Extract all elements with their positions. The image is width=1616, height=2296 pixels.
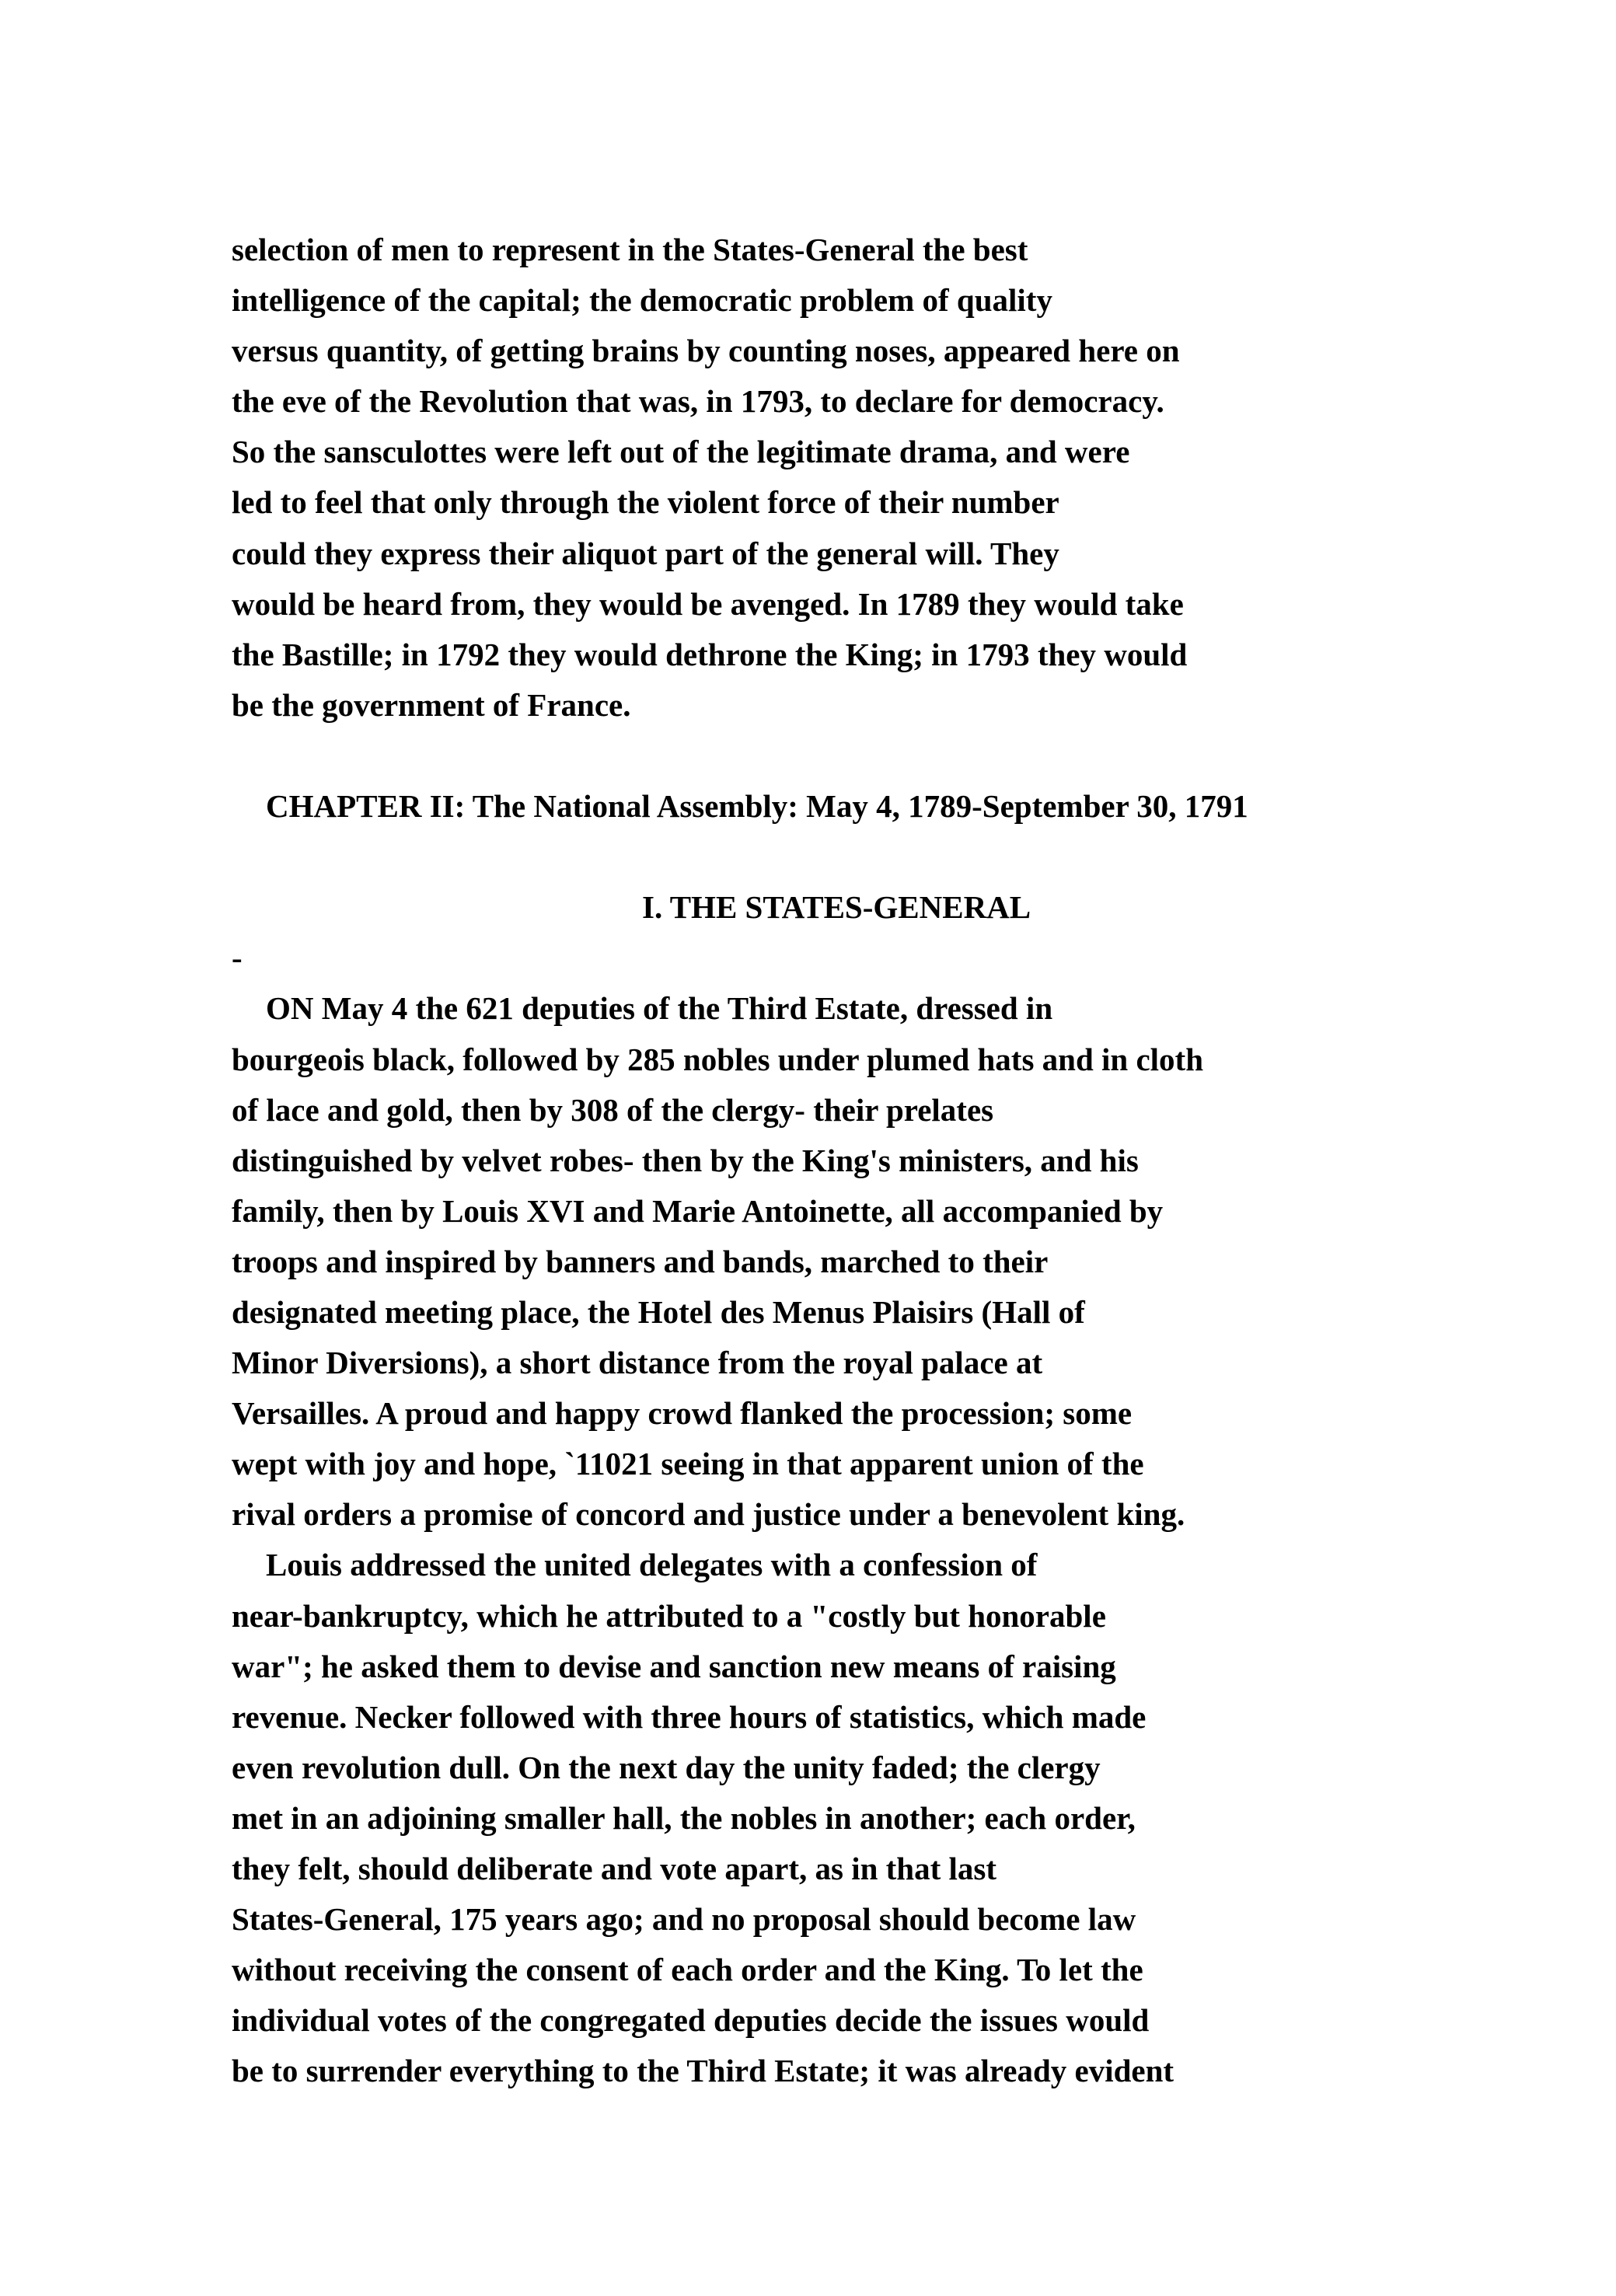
text-line: wept with joy and hope, `11021 seeing in that apparent union of the <box>232 1446 1144 1482</box>
text-line: troops and inspired by banners and bands, marched to their <box>232 1243 1049 1279</box>
text-line: versus quantity, of getting brains by counting noses, appeared here on <box>232 333 1180 369</box>
text-line: ON May 4 the 621 deputies of the Third Estate, dressed in <box>266 990 1053 1027</box>
chapter-title: CHAPTER II: The National Assembly: May 4, 1789-September 30, 1791 <box>266 788 1248 825</box>
text-line: Minor Diversions), a short distance from the royal palace at <box>232 1345 1043 1381</box>
text-line: So the sansculottes were left out of the legitimate drama, and were <box>232 434 1130 470</box>
text-line: of lace and gold, then by 308 of the clergy- their prelates <box>232 1091 994 1128</box>
text-line: bourgeois black, followed by 285 nobles under plumed hats and in cloth <box>232 1041 1203 1077</box>
text-line: the Bastille; in 1792 they would dethrone the King; in 1793 they would <box>232 636 1188 672</box>
paragraph-2 <box>232 983 1553 1540</box>
text-line: distinguished by velvet robes- then by the King's ministers, and his <box>232 1142 1139 1178</box>
separator-dash: - <box>232 940 243 976</box>
paragraph-1 <box>232 225 1553 731</box>
blank-line <box>232 731 1553 781</box>
document-page <box>232 225 1553 2096</box>
text-line: led to feel that only through the violent force of their number <box>232 484 1059 521</box>
paragraph-3 <box>232 1540 1553 2096</box>
text-line: individual votes of the congregated deputies decide the issues would <box>232 2002 1150 2039</box>
text-line: war"; he asked them to devise and sanction new means of raising <box>232 1648 1116 1684</box>
text-line: intelligence of the capital; the democratic problem of quality <box>232 282 1052 319</box>
text-line: met in an adjoining smaller hall, the nobles in another; each order, <box>232 1799 1136 1836</box>
text-line: selection of men to represent in the States-General the best <box>232 232 1028 267</box>
text-line: family, then by Louis XVI and Marie Antoinette, all accompanied by <box>232 1192 1164 1229</box>
text-line: the eve of the Revolution that was, in 1793, to declare for democracy. <box>232 383 1164 420</box>
blank-line <box>232 832 1553 882</box>
section-title: I. THE STATES-GENERAL <box>642 889 1031 926</box>
text-line: States-General, 175 years ago; and no proposal should become law <box>232 1901 1136 1938</box>
text-line: rival orders a promise of concord and justice under a benevolent king. <box>232 1496 1185 1533</box>
text-line: be the government of France. <box>232 686 631 723</box>
text-line: designated meeting place, the Hotel des Menus Plaisirs (Hall of <box>232 1293 1085 1330</box>
text-line: would be heard from, they would be avenged. In 1789 they would take <box>232 585 1184 622</box>
text-line: be to surrender everything to the Third Estate; it was already evident <box>232 2053 1174 2089</box>
text-line: even revolution dull. On the next day the unity faded; the clergy <box>232 1749 1101 1785</box>
text-line: Louis addressed the united delegates with a confession of <box>266 1547 1038 1583</box>
text-line: they felt, should deliberate and vote apart, as in that last <box>232 1851 996 1886</box>
text-line: near-bankruptcy, which he attributed to a "costly but honorable <box>232 1597 1106 1634</box>
text-line: revenue. Necker followed with three hours of statistics, which made <box>232 1698 1147 1735</box>
text-line: could they express their aliquot part of the general will. They <box>232 535 1059 571</box>
text-line: without receiving the consent of each order and the King. To let the <box>232 1952 1143 1988</box>
text-line: Versailles. A proud and happy crowd flanked the procession; some <box>232 1395 1133 1432</box>
